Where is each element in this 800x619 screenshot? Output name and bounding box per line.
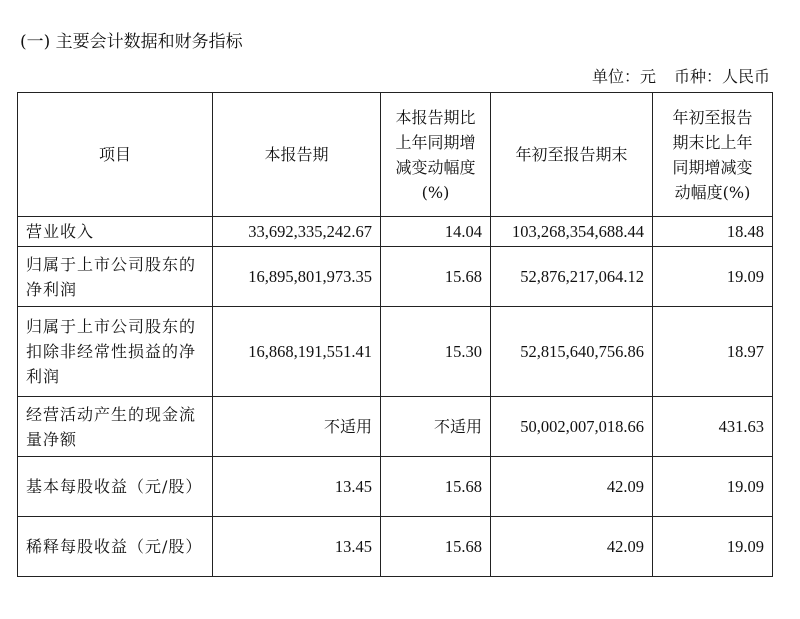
table-row [18, 457, 773, 517]
row-item-label: 经营活动产生的现金流量净额 [18, 397, 213, 457]
current-period-value: 16,868,191,551.41 [213, 307, 381, 397]
ytd-change-value: 19.09 [653, 247, 773, 307]
current-period-value: 16,895,801,973.35 [213, 247, 381, 307]
table-header-row [18, 93, 773, 217]
unit-currency-line [592, 66, 770, 88]
header-ytd-change: 年初至报告期末比上年同期增减变动幅度(%) [653, 93, 773, 217]
ytd-change-value: 18.97 [653, 307, 773, 397]
current-period-change-value: 15.68 [381, 517, 491, 577]
header-ytd: 年初至报告期末 [491, 93, 653, 217]
ytd-value: 52,815,640,756.86 [491, 307, 653, 397]
header-current-period: 本报告期 [213, 93, 381, 217]
current-period-change-value: 14.04 [381, 217, 491, 247]
current-period-value: 不适用 [213, 397, 381, 457]
ytd-value: 42.09 [491, 457, 653, 517]
row-item-label: 基本每股收益（元/股） [18, 457, 213, 517]
unit-label: 单位：元 [591, 67, 656, 86]
current-period-value: 33,692,335,242.67 [213, 217, 381, 247]
header-current-period-change: 本报告期比上年同期增减变动幅度(%) [381, 93, 491, 217]
table-row [18, 247, 773, 307]
ytd-value: 103,268,354,688.44 [491, 217, 653, 247]
row-item-label: 营业收入 [18, 217, 213, 247]
currency-label: 币种：人民币 [673, 67, 770, 86]
table-row [18, 397, 773, 457]
current-period-change-value: 15.30 [381, 307, 491, 397]
current-period-change-value: 15.68 [381, 457, 491, 517]
current-period-value: 13.45 [213, 457, 381, 517]
row-item-label: 归属于上市公司股东的净利润 [18, 247, 213, 307]
row-item-label: 归属于上市公司股东的扣除非经常性损益的净利润 [18, 307, 213, 397]
row-item-label: 稀释每股收益（元/股） [18, 517, 213, 577]
ytd-value: 52,876,217,064.12 [491, 247, 653, 307]
current-period-change-value: 15.68 [381, 247, 491, 307]
section-title: (一) 主要会计数据和财务指标 [20, 32, 243, 52]
ytd-change-value: 19.09 [653, 457, 773, 517]
ytd-change-value: 431.63 [653, 397, 773, 457]
table-row [18, 307, 773, 397]
financial-indicators-table [17, 92, 773, 577]
ytd-change-value: 19.09 [653, 517, 773, 577]
current-period-change-value: 不适用 [381, 397, 491, 457]
ytd-change-value: 18.48 [653, 217, 773, 247]
table-row [18, 217, 773, 247]
header-item: 项目 [18, 93, 213, 217]
table-row [18, 517, 773, 577]
current-period-value: 13.45 [213, 517, 381, 577]
ytd-value: 50,002,007,018.66 [491, 397, 653, 457]
ytd-value: 42.09 [491, 517, 653, 577]
